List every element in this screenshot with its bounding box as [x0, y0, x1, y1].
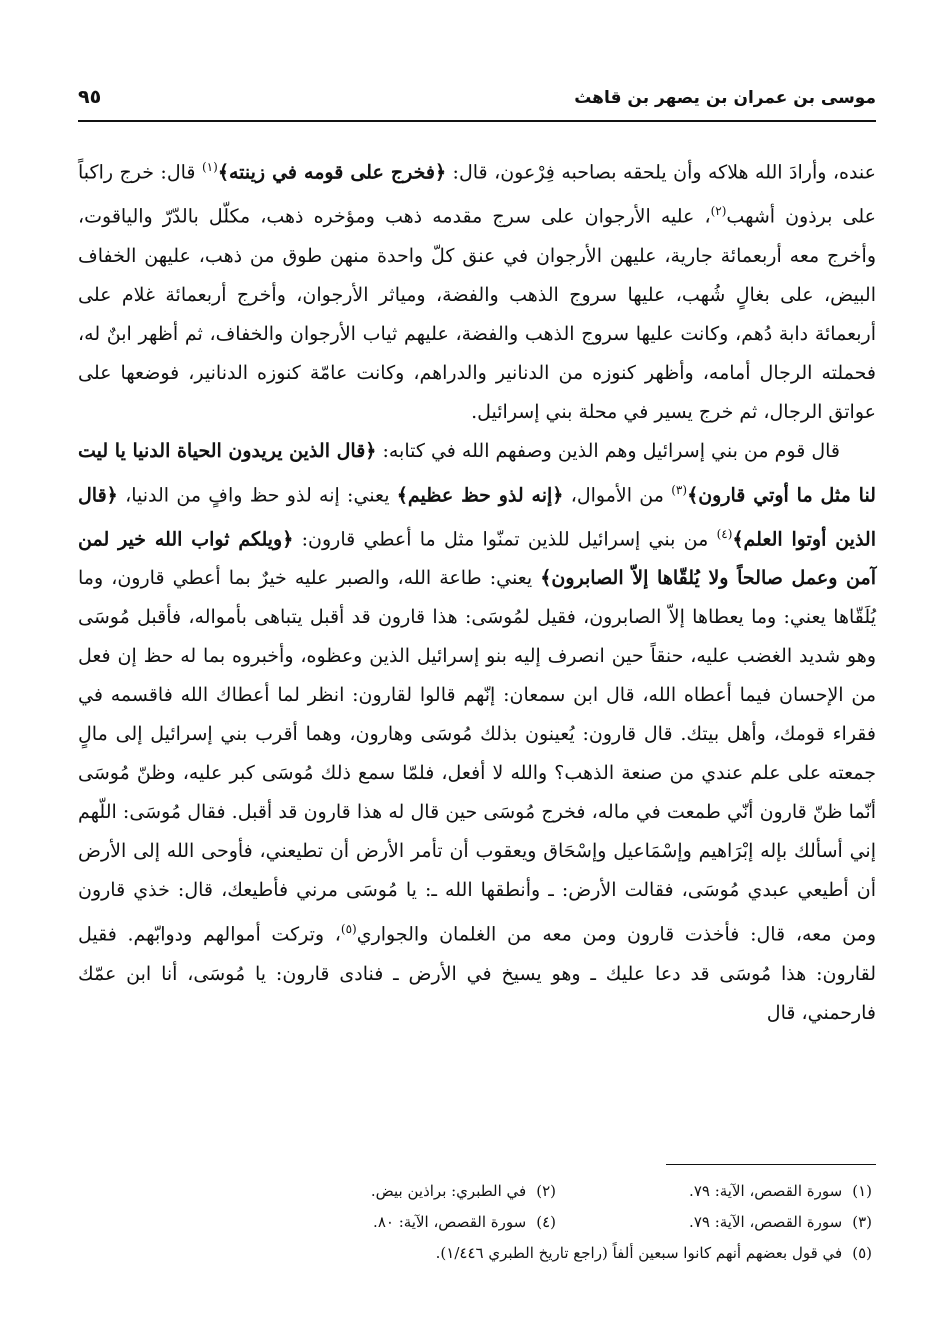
footnote-text: سورة القصص، الآية: ٨٠. — [373, 1213, 527, 1231]
footnote-marker[interactable]: (٣) — [671, 482, 688, 497]
footnote-divider — [666, 1164, 876, 1165]
footnote-text: سورة القصص، الآية: ٧٩. — [689, 1213, 843, 1231]
quran-quote: ﴿قال الذين يريدون الحياة الدنيا يا ليت لنا مثل ما أوتي قارون﴾ — [78, 439, 876, 506]
text-run: من الأموال، — [563, 483, 672, 506]
quran-quote: ﴿ويلكم ثواب الله خير لمن آمن وعمل صالحاً ولا يُلقّاها إلاّ الصابرون﴾ — [78, 528, 876, 590]
footnote-marker[interactable]: (٢) — [710, 204, 727, 219]
footnote-3 — [556, 1207, 872, 1238]
text-run: عنده، وأرادَ الله هلاكه وأن يلحقه بصاحبه فِرْعون، قال: — [446, 161, 876, 184]
main-text — [78, 148, 876, 1033]
footnote-5 — [436, 1238, 872, 1269]
footnote-text: سورة القصص، الآية: ٧٩. — [689, 1182, 843, 1200]
text-run: من بني إسرائيل للذين تمنّوا مثل ما أعطي قارون: — [293, 528, 717, 551]
footnote-marker[interactable]: (١) — [201, 160, 218, 174]
footnote-number: (٤) — [536, 1213, 556, 1231]
page-number: ٩٥ — [78, 86, 102, 108]
footnote-number: (٥) — [852, 1244, 872, 1262]
text-run: يعني: إنه لذو حظ وافٍ من الدنيا، — [117, 483, 397, 506]
paragraph-1 — [78, 148, 876, 432]
quran-quote: ﴿إنه لذو حظ عظيم﴾ — [396, 483, 564, 506]
text-run: ، عليه الأرجوان على سرج مقدمه ذهب ومؤخره ذهب، مكلّل بالدّرّ والياقوت، وأخرج معه أربعمائة جارية، عليهن الأرجوان في عنق كلّ واحدة منهن طوق من ذهب، عليهن الخفاف البيض، على بغالٍ شُهب، عليها سروج الذهب والفضة، ومياثر الأرجوان، وأخرج أربعمائة غلام على أربعمائة دابة دُهم، وكانت عليها سروج الذهب والفضة، عليهم ثياب الأرجوان والخفاف، ثم أظهر ابنٌ له، فحملته الرجال أمامه، وأظهر كنوزه من الدنانير والدراهم، وكانت عامّة كنوزه الدنانير، فوضعها على عواتق الرجال، ثم خرج يسير في محلة بني إسرائيل. — [78, 205, 876, 423]
footnote-number: (٢) — [536, 1182, 556, 1200]
footnote-2 — [240, 1176, 556, 1207]
footnote-marker[interactable]: (٤) — [716, 526, 733, 541]
text-run: قال: خرج راكباً على برذون أشهب — [78, 161, 876, 228]
footnote-text: في قول بعضهم أنهم كانوا سبعين ألفاً (راجع تاريخ الطبري ١/٤٤٦). — [435, 1244, 843, 1262]
chapter-title: موسى بن عمران بن يصهر بن قاهث — [574, 88, 876, 108]
paragraph-2 — [78, 432, 876, 1033]
footnote-number: (٣) — [852, 1213, 872, 1231]
running-header — [78, 80, 876, 122]
footnote-row — [240, 1176, 872, 1207]
footnote-marker[interactable]: (٥) — [340, 922, 357, 937]
footnote-row — [240, 1238, 872, 1269]
quran-quote: ﴿فخرج على قومه في زينته﴾ — [217, 161, 447, 184]
footnote-row — [240, 1207, 872, 1238]
footnote-4 — [240, 1207, 556, 1238]
text-run: يعني: طاعة الله، والصبر عليه خيرٌ بما أعطي قارون، وما يُلَقّاها يعني: وما يعطاها إلاّ الصابرون، فقيل لمُوسَى: هذا قارون قد أقبل يتباهى بأمواله، فأقبل مُوسَى وهو شديد الغضب عليه، حنقاً حين انصرف إليه بنو إسرائيل الذين وعظوه، وأخبروه بما له حظ إن فعل من الإحسان فيما أعطاه الله، قال ابن سمعان: إنّهم قالوا لقارون: انظر لما أعطاك الله فاقسمه في فقراء قومك، وأهل بيتك. قال قارون: يُعينون بذلك مُوسَى وهارون، وهما أقرب بني إسرائيل إلى مالٍ جمعته على علم عندي من صنعة الذهب؟ والله لا أفعل، فلمّا سمع ذلك مُوسَى كبر عليه، وظنّ مُوسَى أنّما ظنّ قارون أنّي طمعت في ماله، فخرج مُوسَى حين قال له هذا قارون قد أقبل. فقال مُوسَى: اللّهم إني أسألك بإله إبْرَاهيم وإسْمَاعيل وإسْحَاق ويعقوب أن تأمر الأرض أن تطيعني، فأوحى الله إلى الأرض أن أطيعي عبدي مُوسَى، فقالت الأرض: ـ وأنطقها الله ـ: يا مُوسَى مرني فأطيعك، قال: خذي قارون ومن معه، قال: فأخذت قارون ومن معه من الغلمان والجواري — [78, 567, 877, 946]
text-run: ، وتركت أموالهم ودوابّهم. فقيل لقارون: هذا مُوسَى قد دعا عليك ـ وهو يسيخ في الأرض ـ فنادى قارون: يا مُوسَى، أنا ابن عمّك فارحمني، قال — [78, 923, 876, 1024]
footnotes — [240, 1176, 872, 1269]
quran-quote: ﴿قال الذين أوتوا العلم﴾ — [78, 483, 876, 551]
footnote-number: (١) — [852, 1182, 872, 1200]
footnote-1 — [556, 1176, 872, 1207]
text-run: قال قوم من بني إسرائيل وهم الذين وصفهم الله في كتابه: — [376, 439, 840, 462]
footnote-text: في الطبري: براذين بيض. — [370, 1182, 527, 1200]
